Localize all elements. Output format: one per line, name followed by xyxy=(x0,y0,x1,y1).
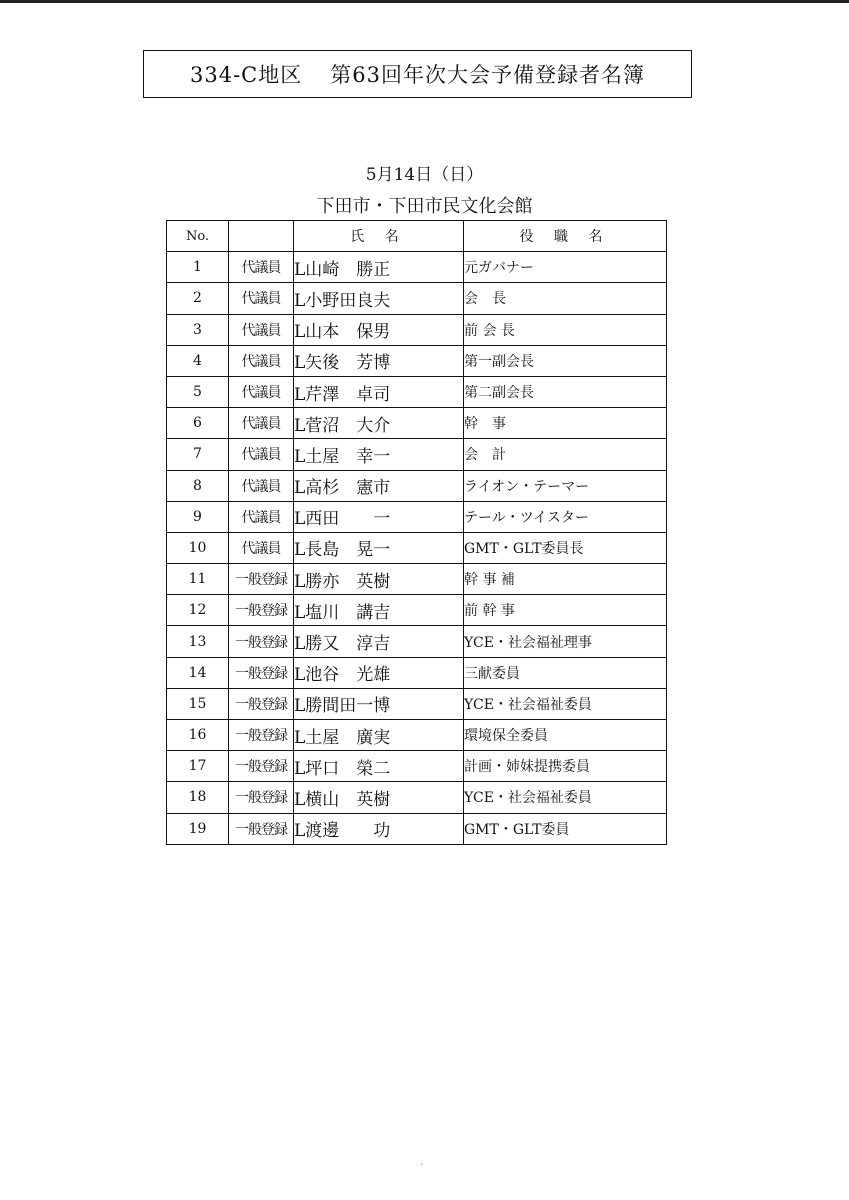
row-number: 9 xyxy=(167,501,229,532)
member-role: YCE・社会福祉委員 xyxy=(464,688,667,719)
row-number: 1 xyxy=(167,252,229,283)
member-role: 第二副会長 xyxy=(464,376,667,407)
member-role: テール・ツイスター xyxy=(464,501,667,532)
table-row xyxy=(167,376,667,407)
registration-type: 一般登録 xyxy=(229,813,294,844)
member-name: L山本 保男 xyxy=(294,314,464,345)
table-row xyxy=(167,782,667,813)
registration-type: 代議員 xyxy=(229,439,294,470)
member-role: 第一副会長 xyxy=(464,345,667,376)
scan-top-border xyxy=(0,0,849,3)
registration-type: 代議員 xyxy=(229,501,294,532)
member-role: ライオン・テーマー xyxy=(464,470,667,501)
row-number: 18 xyxy=(167,782,229,813)
member-name: L小野田良夫 xyxy=(294,283,464,314)
member-role: YCE・社会福祉理事 xyxy=(464,626,667,657)
member-name: L塩川 講吉 xyxy=(294,595,464,626)
row-number: 13 xyxy=(167,626,229,657)
table-row xyxy=(167,283,667,314)
member-name: L高杉 憲市 xyxy=(294,470,464,501)
member-role: 前 幹 事 xyxy=(464,595,667,626)
table-row xyxy=(167,252,667,283)
member-name: L横山 英樹 xyxy=(294,782,464,813)
table-row xyxy=(167,314,667,345)
member-name: L山崎 勝正 xyxy=(294,252,464,283)
registration-type: 代議員 xyxy=(229,252,294,283)
member-role: GMT・GLT委員 xyxy=(464,813,667,844)
row-number: 15 xyxy=(167,688,229,719)
registration-type: 一般登録 xyxy=(229,751,294,782)
row-number: 2 xyxy=(167,283,229,314)
registration-type: 代議員 xyxy=(229,470,294,501)
member-name: L矢後 芳博 xyxy=(294,345,464,376)
title-main: 第63回年次大会予備登録者名簿 xyxy=(330,63,645,87)
table-row xyxy=(167,501,667,532)
member-name: L勝亦 英樹 xyxy=(294,564,464,595)
table-row xyxy=(167,626,667,657)
table-row xyxy=(167,345,667,376)
registration-type: 一般登録 xyxy=(229,595,294,626)
scan-speck: · xyxy=(420,1160,424,1171)
member-role: 前 会 長 xyxy=(464,314,667,345)
registration-type: 代議員 xyxy=(229,376,294,407)
member-role: 会 長 xyxy=(464,283,667,314)
row-number: 5 xyxy=(167,376,229,407)
member-role: 幹 事 xyxy=(464,408,667,439)
member-role: GMT・GLT委員長 xyxy=(464,532,667,563)
table-row xyxy=(167,657,667,688)
table-row xyxy=(167,751,667,782)
member-name: L西田 一 xyxy=(294,501,464,532)
event-date: 5月14日（日） xyxy=(365,165,484,185)
row-number: 19 xyxy=(167,813,229,844)
row-number: 6 xyxy=(167,408,229,439)
table-row xyxy=(167,564,667,595)
title-district: 334-C地区 xyxy=(190,63,303,87)
registration-type: 一般登録 xyxy=(229,688,294,719)
header-type xyxy=(229,221,294,252)
table-row xyxy=(167,813,667,844)
member-role: 三献委員 xyxy=(464,657,667,688)
table-body xyxy=(167,252,667,845)
event-venue: 下田市・下田市民文化会館 xyxy=(316,196,533,217)
member-role: YCE・社会福祉委員 xyxy=(464,782,667,813)
member-name: L土屋 幸一 xyxy=(294,439,464,470)
document-title-box xyxy=(143,50,692,98)
member-role: 元ガバナー xyxy=(464,252,667,283)
row-number: 12 xyxy=(167,595,229,626)
member-name: L土屋 廣実 xyxy=(294,720,464,751)
registration-type: 代議員 xyxy=(229,283,294,314)
header-no: No. xyxy=(167,221,229,252)
member-name: L長島 晃一 xyxy=(294,532,464,563)
row-number: 16 xyxy=(167,720,229,751)
member-name: L勝又 淳吉 xyxy=(294,626,464,657)
member-role: 幹 事 補 xyxy=(464,564,667,595)
member-role: 環境保全委員 xyxy=(464,720,667,751)
member-name: L渡邊 功 xyxy=(294,813,464,844)
member-role: 会 計 xyxy=(464,439,667,470)
member-name: L勝間田一博 xyxy=(294,688,464,719)
table-header-row xyxy=(167,221,667,252)
registration-type: 一般登録 xyxy=(229,657,294,688)
row-number: 3 xyxy=(167,314,229,345)
member-name: L坪口 榮二 xyxy=(294,751,464,782)
registration-type: 代議員 xyxy=(229,532,294,563)
row-number: 4 xyxy=(167,345,229,376)
registration-type: 一般登録 xyxy=(229,720,294,751)
table-row xyxy=(167,439,667,470)
registration-type: 代議員 xyxy=(229,314,294,345)
registrant-table xyxy=(166,220,667,845)
table-row xyxy=(167,532,667,563)
member-name: L池谷 光雄 xyxy=(294,657,464,688)
registration-type: 代議員 xyxy=(229,408,294,439)
member-name: L菅沼 大介 xyxy=(294,408,464,439)
row-number: 17 xyxy=(167,751,229,782)
row-number: 11 xyxy=(167,564,229,595)
member-name: L芹澤 卓司 xyxy=(294,376,464,407)
table-row xyxy=(167,595,667,626)
registration-type: 一般登録 xyxy=(229,782,294,813)
table-row xyxy=(167,470,667,501)
row-number: 10 xyxy=(167,532,229,563)
registration-type: 一般登録 xyxy=(229,564,294,595)
table-row xyxy=(167,408,667,439)
registration-type: 代議員 xyxy=(229,345,294,376)
header-role: 役 職 名 xyxy=(464,221,667,252)
row-number: 8 xyxy=(167,470,229,501)
table-row xyxy=(167,688,667,719)
table-row xyxy=(167,720,667,751)
row-number: 7 xyxy=(167,439,229,470)
member-role: 計画・姉妹提携委員 xyxy=(464,751,667,782)
header-name: 氏 名 xyxy=(294,221,464,252)
row-number: 14 xyxy=(167,657,229,688)
registration-type: 一般登録 xyxy=(229,626,294,657)
